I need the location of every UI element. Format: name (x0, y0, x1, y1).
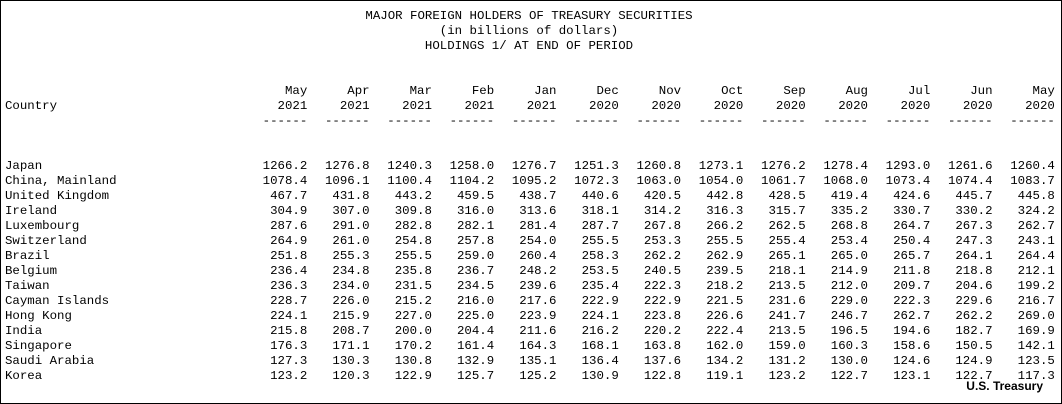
country-name: United Kingdom (5, 189, 110, 203)
table-row (5, 369, 1055, 384)
holding-value: 222.3 (893, 294, 931, 308)
holding-value: 1061.7 (761, 174, 806, 188)
holding-value: 124.6 (893, 354, 931, 368)
header-year: 2021 (339, 99, 370, 113)
header-dash: ------ (511, 114, 557, 128)
header-dash: ------ (885, 114, 931, 128)
country-name: India (5, 324, 43, 338)
header-dash: ------ (262, 114, 308, 128)
holding-value: 227.0 (394, 309, 432, 323)
holding-value: 211.6 (519, 324, 557, 338)
table-row (5, 279, 1055, 294)
holding-value: 137.6 (643, 354, 682, 368)
us-treasury-logo: U.S. Treasury (966, 379, 1043, 393)
holding-value: 215.8 (270, 324, 308, 338)
holding-value: 213.5 (768, 279, 806, 293)
holding-value: 445.7 (955, 189, 993, 203)
table-row (5, 234, 1055, 249)
holding-value: 228.7 (270, 294, 308, 308)
table-row (5, 249, 1055, 264)
holding-value: 316.3 (706, 204, 744, 218)
table-row (5, 324, 1055, 339)
holding-value: 1260.8 (636, 159, 682, 173)
header-year: 2020 (589, 99, 619, 113)
holding-value: 136.4 (581, 354, 619, 368)
holding-value: 216.0 (457, 294, 495, 308)
holding-value: 1251.3 (574, 159, 619, 173)
country-name: Hong Kong (5, 309, 72, 323)
holding-value: 438.7 (519, 189, 557, 203)
holding-value: 1260.4 (1010, 159, 1055, 173)
holding-value: 318.1 (581, 204, 619, 218)
holding-value: 1240.3 (387, 159, 432, 173)
holding-value: 132.9 (457, 354, 495, 368)
holding-value: 223.8 (643, 309, 682, 323)
table-row (5, 204, 1055, 219)
holding-value: 243.1 (1017, 234, 1055, 248)
holding-value: 209.7 (893, 279, 931, 293)
holding-value: 257.8 (457, 234, 495, 248)
holding-value: 1266.2 (262, 159, 308, 173)
header-year: 2021 (526, 99, 557, 113)
country-name: Saudi Arabia (5, 354, 95, 368)
holding-value: 1095.2 (511, 174, 557, 188)
holding-value: 316.0 (457, 204, 495, 218)
holding-value: 262.2 (955, 309, 993, 323)
holding-value: 215.2 (394, 294, 432, 308)
holding-value: 160.3 (830, 339, 868, 353)
holding-value: 131.2 (768, 354, 806, 368)
holding-value: 265.0 (830, 249, 868, 263)
holding-value: 269.0 (1017, 309, 1055, 323)
holding-value: 420.5 (643, 189, 682, 203)
header-month: May (284, 84, 308, 98)
holding-value: 200.0 (394, 324, 432, 338)
header-blank (5, 84, 245, 99)
country-name: Taiwan (5, 279, 50, 293)
holding-value: 1073.4 (885, 174, 931, 188)
holding-value: 123.5 (1017, 354, 1055, 368)
holding-value: 253.3 (643, 234, 682, 248)
holding-value: 235.4 (581, 279, 619, 293)
holding-value: 234.0 (332, 279, 370, 293)
header-month: Jan (534, 84, 557, 98)
holding-value: 262.9 (706, 249, 744, 263)
holding-value: 264.9 (270, 234, 308, 248)
holding-value: 255.5 (581, 234, 619, 248)
table-row (5, 174, 1055, 189)
holding-value: 212.1 (1017, 264, 1055, 278)
holding-value: 255.3 (332, 249, 370, 263)
holding-value: 267.3 (955, 219, 993, 233)
holding-value: 119.1 (706, 369, 744, 383)
header-month: Apr (347, 84, 370, 98)
holding-value: 164.3 (519, 339, 557, 353)
holding-value: 216.7 (1017, 294, 1055, 308)
holding-value: 431.8 (332, 189, 370, 203)
header-year: 2020 (962, 99, 993, 113)
country-name: Japan (5, 159, 43, 173)
holding-value: 124.9 (955, 354, 993, 368)
holding-value: 266.2 (706, 219, 744, 233)
holding-value: 282.1 (457, 219, 495, 233)
holding-value: 1276.7 (511, 159, 557, 173)
holding-value: 268.8 (830, 219, 868, 233)
holding-value: 264.4 (1017, 249, 1055, 263)
holdings-table (5, 84, 1055, 384)
country-name: Belgium (5, 264, 58, 278)
header-dash: ------ (324, 114, 370, 128)
holding-value: 218.1 (768, 264, 806, 278)
header-dash: ------ (574, 114, 619, 128)
holding-value: 254.0 (519, 234, 557, 248)
holding-value: 225.0 (457, 309, 495, 323)
holding-value: 1273.1 (698, 159, 744, 173)
holding-value: 122.9 (394, 369, 432, 383)
holding-value: 1278.4 (823, 159, 868, 173)
holding-value: 134.2 (706, 354, 744, 368)
holding-value: 204.4 (457, 324, 495, 338)
holding-value: 231.5 (394, 279, 432, 293)
holding-value: 130.0 (830, 354, 868, 368)
holding-value: 159.0 (768, 339, 806, 353)
holding-value: 307.0 (332, 204, 370, 218)
holding-value: 250.4 (893, 234, 931, 248)
header-month: Dec (596, 84, 619, 98)
header-dash: ------ (387, 114, 432, 128)
table-row (5, 159, 1055, 174)
header-country: Country (5, 99, 58, 113)
report-subtitle: HOLDINGS 1/ AT END OF PERIOD (424, 39, 634, 53)
header-month: Aug (845, 84, 868, 98)
holding-value: 1261.6 (947, 159, 993, 173)
holding-value: 236.7 (457, 264, 495, 278)
table-row (5, 189, 1055, 204)
holding-value: 122.7 (955, 369, 993, 383)
holding-value: 196.5 (830, 324, 868, 338)
holding-value: 419.4 (830, 189, 868, 203)
country-name: Ireland (5, 204, 58, 218)
country-name: Brazil (5, 249, 50, 263)
spacer-row (5, 129, 1055, 144)
holding-value: 1078.4 (262, 174, 308, 188)
holding-value: 1104.2 (449, 174, 495, 188)
holding-value: 130.8 (394, 354, 432, 368)
header-dash: ------ (636, 114, 682, 128)
holding-value: 162.0 (706, 339, 744, 353)
holding-value: 443.2 (394, 189, 432, 203)
holding-value: 217.6 (519, 294, 557, 308)
country-name: Switzerland (5, 234, 87, 248)
table-row (5, 294, 1055, 309)
report-title: MAJOR FOREIGN HOLDERS OF TREASURY SECURITIES (365, 9, 693, 23)
holding-value: 1074.4 (947, 174, 993, 188)
holding-value: 224.1 (581, 309, 619, 323)
spacer-cell (5, 144, 1055, 159)
country-name: China, Mainland (5, 174, 117, 188)
holding-value: 309.8 (394, 204, 432, 218)
holding-value: 264.1 (955, 249, 993, 263)
holding-value: 1063.0 (636, 174, 682, 188)
holding-value: 213.5 (768, 324, 806, 338)
holding-value: 226.6 (706, 309, 744, 323)
holding-value: 442.8 (706, 189, 744, 203)
country-name: Cayman Islands (5, 294, 110, 308)
holding-value: 161.4 (457, 339, 495, 353)
header-year-row (5, 99, 1055, 114)
holding-value: 251.8 (270, 249, 308, 263)
holding-value: 267.8 (643, 219, 682, 233)
holding-value: 262.2 (643, 249, 682, 263)
holding-value: 287.6 (270, 219, 308, 233)
holding-value: 226.0 (332, 294, 370, 308)
header-month: Jul (907, 84, 931, 98)
holding-value: 211.8 (893, 264, 931, 278)
holding-value: 440.6 (581, 189, 619, 203)
holding-value: 260.4 (519, 249, 557, 263)
holding-value: 335.2 (830, 204, 868, 218)
holding-value: 313.6 (519, 204, 557, 218)
holding-value: 247.3 (955, 234, 993, 248)
holding-value: 1276.8 (324, 159, 370, 173)
holding-value: 428.5 (768, 189, 806, 203)
holding-value: 1054.0 (698, 174, 744, 188)
holding-value: 224.1 (270, 309, 308, 323)
holding-value: 246.7 (830, 309, 868, 323)
holding-value: 239.5 (706, 264, 744, 278)
holding-value: 135.1 (519, 354, 557, 368)
header-month: Nov (658, 84, 682, 98)
holding-value: 1083.7 (1010, 174, 1055, 188)
holding-value: 176.3 (270, 339, 308, 353)
holding-value: 218.2 (706, 279, 744, 293)
holding-value: 304.9 (270, 204, 308, 218)
holding-value: 248.2 (519, 264, 557, 278)
holding-value: 220.2 (643, 324, 682, 338)
holding-value: 215.9 (332, 309, 370, 323)
table-row (5, 264, 1055, 279)
holding-value: 214.9 (830, 264, 868, 278)
holding-value: 170.2 (394, 339, 432, 353)
holding-value: 1276.2 (761, 159, 806, 173)
header-dash: ------ (947, 114, 993, 128)
header-month: Oct (721, 84, 744, 98)
holding-value: 231.6 (768, 294, 806, 308)
header-month: May (1032, 84, 1055, 98)
holding-value: 208.7 (332, 324, 370, 338)
table-row (5, 339, 1055, 354)
holding-value: 236.3 (270, 279, 308, 293)
holding-value: 264.7 (893, 219, 931, 233)
holding-value: 122.8 (643, 369, 682, 383)
holding-value: 1096.1 (324, 174, 370, 188)
holding-value: 142.1 (1017, 339, 1055, 353)
holding-value: 255.4 (768, 234, 806, 248)
header-year: 2021 (464, 99, 495, 113)
report-units: (in billions of dollars) (439, 24, 619, 38)
holding-value: 255.5 (394, 249, 432, 263)
holding-value: 229.6 (955, 294, 993, 308)
holding-value: 158.6 (893, 339, 931, 353)
holding-value: 150.5 (955, 339, 993, 353)
holding-value: 212.0 (830, 279, 868, 293)
header-dash: ------ (698, 114, 744, 128)
holding-value: 216.2 (581, 324, 619, 338)
holding-value: 287.7 (581, 219, 619, 233)
holding-value: 168.1 (581, 339, 619, 353)
holding-value: 120.3 (332, 369, 370, 383)
spacer-row (5, 144, 1055, 159)
holding-value: 240.5 (643, 264, 682, 278)
holding-value: 314.2 (643, 204, 682, 218)
holding-value: 123.2 (768, 369, 806, 383)
holding-value: 123.1 (893, 369, 931, 383)
header-year: 2020 (838, 99, 868, 113)
holding-value: 222.4 (706, 324, 744, 338)
holding-value: 258.3 (581, 249, 619, 263)
holding-value: 1258.0 (449, 159, 495, 173)
holding-value: 1072.3 (574, 174, 619, 188)
holding-value: 204.6 (955, 279, 993, 293)
holding-value: 262.5 (768, 219, 806, 233)
header-month: Sep (783, 84, 806, 98)
holding-value: 123.2 (270, 369, 308, 383)
holding-value: 241.7 (768, 309, 806, 323)
table-row (5, 354, 1055, 369)
holding-value: 259.0 (457, 249, 495, 263)
country-name: Luxembourg (5, 219, 80, 233)
holding-value: 222.9 (643, 294, 682, 308)
holding-value: 229.0 (830, 294, 868, 308)
holding-value: 234.8 (332, 264, 370, 278)
table-row (5, 219, 1055, 234)
country-name: Korea (5, 369, 43, 383)
holding-value: 199.2 (1017, 279, 1055, 293)
holding-value: 254.8 (394, 234, 432, 248)
header-dash: ------ (823, 114, 868, 128)
holding-value: 182.7 (955, 324, 993, 338)
header-blank (5, 114, 245, 129)
holding-value: 315.7 (768, 204, 806, 218)
holding-value: 330.7 (893, 204, 931, 218)
holding-value: 324.2 (1017, 204, 1055, 218)
holding-value: 445.8 (1017, 189, 1055, 203)
holding-value: 282.8 (394, 219, 432, 233)
header-month: Feb (471, 84, 495, 98)
holding-value: 130.3 (332, 354, 370, 368)
holding-value: 1100.4 (387, 174, 432, 188)
holding-value: 261.0 (332, 234, 370, 248)
holding-value: 218.8 (955, 264, 993, 278)
holding-value: 255.5 (706, 234, 744, 248)
holding-value: 221.5 (706, 294, 744, 308)
header-year: 2020 (1025, 99, 1055, 113)
holding-value: 281.4 (519, 219, 557, 233)
header-dash: ------ (761, 114, 806, 128)
holding-value: 125.2 (519, 369, 557, 383)
holding-value: 262.7 (1017, 219, 1055, 233)
holding-value: 130.9 (581, 369, 619, 383)
header-month: Mar (409, 84, 432, 98)
holding-value: 222.9 (581, 294, 619, 308)
header-month-row (5, 84, 1055, 99)
holding-value: 1293.0 (885, 159, 931, 173)
header-year: 2020 (651, 99, 682, 113)
country-name: Singapore (5, 339, 72, 353)
header-year: 2021 (402, 99, 432, 113)
holding-value: 1068.0 (823, 174, 868, 188)
holding-value: 222.3 (643, 279, 682, 293)
holding-value: 265.1 (768, 249, 806, 263)
header-dash-row (5, 114, 1055, 129)
holding-value: 265.7 (893, 249, 931, 263)
holding-value: 239.6 (519, 279, 557, 293)
header-year: 2020 (713, 99, 744, 113)
holding-value: 169.9 (1017, 324, 1055, 338)
header-year: 2020 (775, 99, 806, 113)
holding-value: 262.7 (893, 309, 931, 323)
spacer-cell (5, 129, 1055, 144)
header-year: 2021 (277, 99, 308, 113)
header-dash: ------ (1010, 114, 1055, 128)
holding-value: 236.4 (270, 264, 308, 278)
header-dash: ------ (449, 114, 495, 128)
header-year: 2020 (900, 99, 931, 113)
holding-value: 424.6 (893, 189, 931, 203)
holding-value: 459.5 (457, 189, 495, 203)
holding-value: 117.3 (1017, 369, 1055, 383)
holding-value: 253.4 (830, 234, 868, 248)
holding-value: 194.6 (893, 324, 931, 338)
header-month: Jun (970, 84, 993, 98)
holding-value: 171.1 (332, 339, 370, 353)
holding-value: 235.8 (394, 264, 432, 278)
holding-value: 253.5 (581, 264, 619, 278)
holding-value: 125.7 (457, 369, 495, 383)
holding-value: 467.7 (270, 189, 308, 203)
holding-value: 163.8 (643, 339, 682, 353)
table-row (5, 309, 1055, 324)
holding-value: 330.2 (955, 204, 993, 218)
holding-value: 223.9 (519, 309, 557, 323)
holding-value: 291.0 (332, 219, 370, 233)
holding-value: 127.3 (270, 354, 308, 368)
holding-value: 234.5 (457, 279, 495, 293)
holding-value: 122.7 (830, 369, 868, 383)
